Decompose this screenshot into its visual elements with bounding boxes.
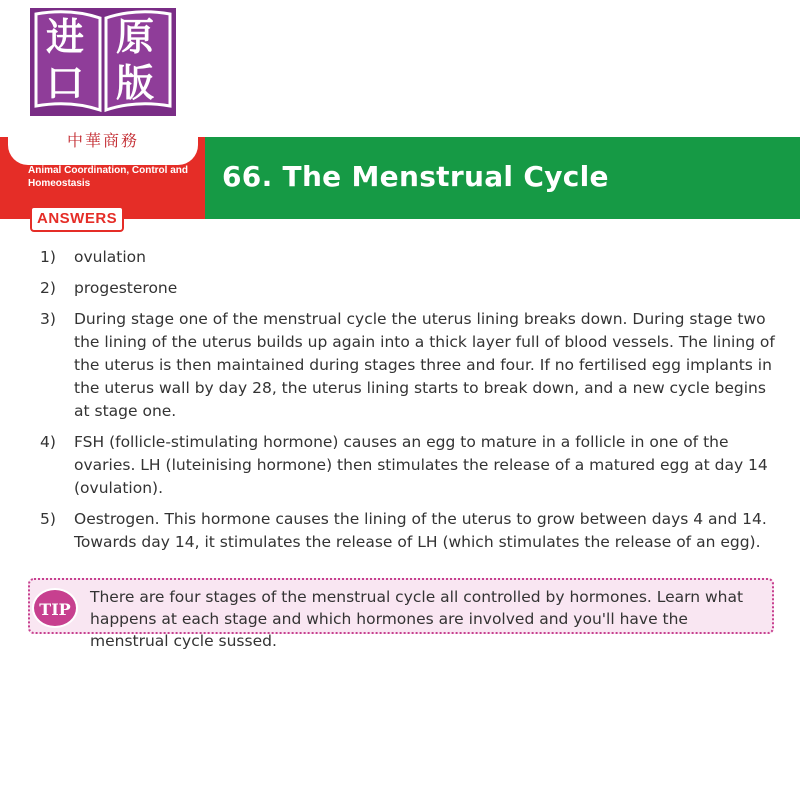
logo-book-icon: [30, 8, 176, 116]
section-label: Animal Coordination, Control and Homeostasis: [28, 165, 188, 189]
list-item: [40, 277, 775, 300]
tip-box: [28, 578, 774, 650]
answer-text: Oestrogen. This hormone causes the lining of the uterus to grow between days 4 and 14. Towards day 14, it stimulates the release of LH (which stimulates the release of an egg).: [74, 510, 767, 551]
tip-text: There are four stages of the menstrual cycle all controlled by hormones. Learn what happens at each stage and which hormones are involved and you'll have the menstrual cycle sussed.: [90, 588, 744, 650]
answer-number: 3): [40, 310, 56, 328]
publisher-logo: [8, 0, 198, 165]
page-title: 66. The Menstrual Cycle: [222, 160, 609, 193]
answer-number: 5): [40, 510, 56, 528]
list-item: [40, 308, 775, 423]
answer-number: 2): [40, 279, 56, 297]
answer-number: 1): [40, 248, 56, 266]
answer-list: [40, 246, 775, 562]
logo-character: 版: [116, 60, 155, 105]
logo-character: 进: [46, 14, 85, 59]
list-item: [40, 508, 775, 554]
answer-text: FSH (follicle-stimulating hormone) causes an egg to mature in a follicle in one of the ovaries. LH (luteinising hormone) then stimulates the release of a matured egg at day 14 (ovulation).: [74, 433, 768, 497]
logo-character: 口: [46, 60, 85, 105]
logo-subtitle: 中華商務: [66, 131, 139, 150]
answer-number: 4): [40, 433, 56, 451]
list-item: [40, 431, 775, 500]
answer-text: ovulation: [74, 248, 146, 266]
list-item: [40, 246, 775, 269]
answers-badge: ANSWERS: [30, 206, 124, 232]
answer-text: progesterone: [74, 279, 178, 297]
tip-badge: TIP: [32, 588, 78, 628]
answer-text: During stage one of the menstrual cycle the uterus lining breaks down. During stage two the lining of the uterus builds up again into a thick layer full of blood vessels. The lining of the uterus is then maintained during stages three and four. If no fertilised egg implants in the uterus wall by day 28, the uterus lining starts to break down, and a new cycle begins at stage one.: [74, 310, 775, 420]
logo-character: 原: [116, 14, 155, 59]
